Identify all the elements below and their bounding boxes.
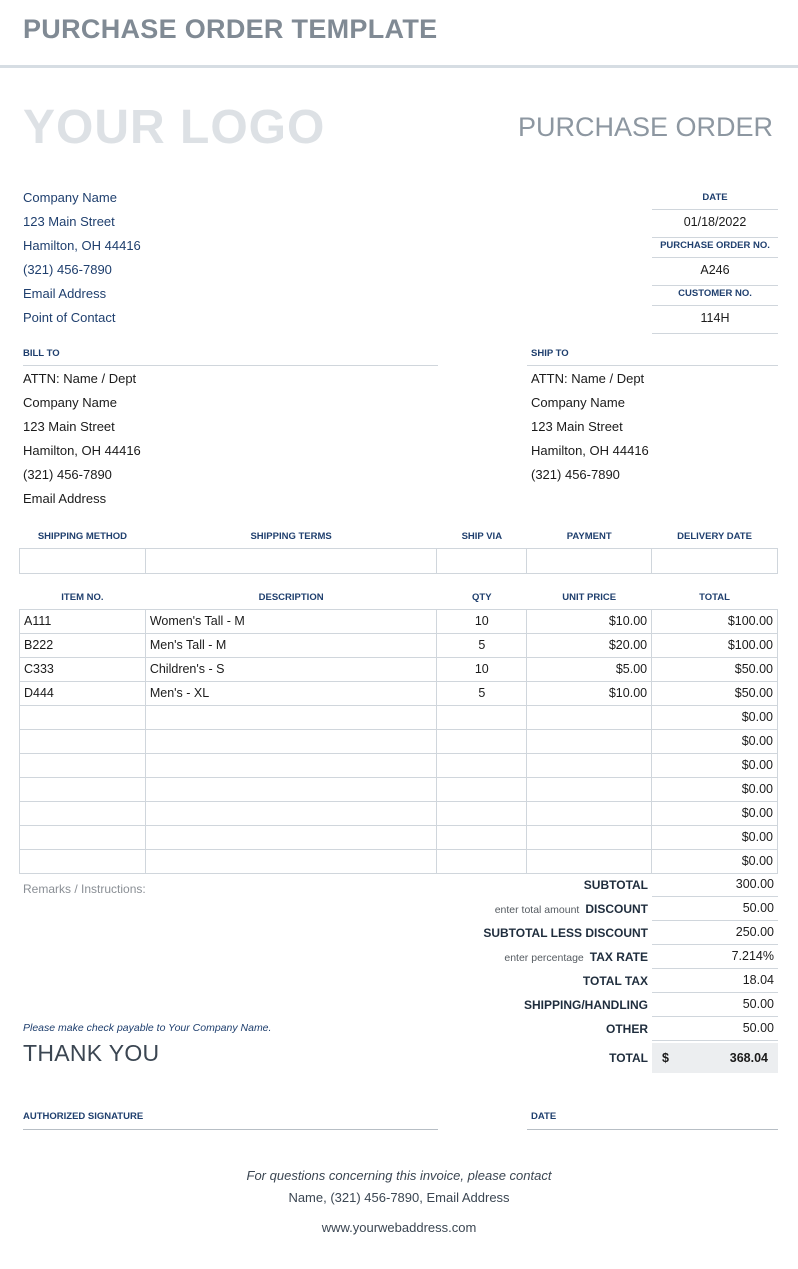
table-row (20, 609, 778, 633)
description-cell[interactable]: Children's - S (145, 657, 437, 681)
customer-number-label: CUSTOMER NO. (652, 286, 778, 306)
total-tax-value: 18.04 (652, 969, 778, 993)
qty-cell[interactable]: 5 (437, 681, 527, 705)
unit-price-cell[interactable] (527, 753, 652, 777)
line-total-cell: $50.00 (652, 681, 778, 705)
line-total-cell: $0.00 (652, 729, 778, 753)
discount-label: DISCOUNT (585, 902, 648, 916)
shipping-handling-label: SHIPPING/HANDLING (523, 998, 648, 1012)
description-cell[interactable]: Men's Tall - M (145, 633, 437, 657)
qty-cell[interactable] (437, 825, 527, 849)
qty-cell[interactable]: 5 (437, 633, 527, 657)
po-number-label: PURCHASE ORDER NO. (652, 238, 778, 258)
table-row (20, 777, 778, 801)
currency-symbol: $ (662, 1051, 669, 1065)
item-no-cell[interactable]: B222 (20, 633, 146, 657)
table-row (20, 753, 778, 777)
discount-field[interactable]: 50.00 (652, 897, 778, 921)
line-total-cell: $0.00 (652, 801, 778, 825)
description-cell[interactable] (145, 849, 437, 873)
shipping-table (19, 526, 778, 574)
description-cell[interactable] (145, 801, 437, 825)
ship-to-label: SHIP TO (531, 348, 569, 359)
qty-cell[interactable] (437, 753, 527, 777)
thank-you-text: THANK YOU (23, 1040, 160, 1066)
description-cell[interactable] (145, 777, 437, 801)
bill-to-email[interactable]: Email Address (23, 491, 107, 506)
table-row (20, 729, 778, 753)
bill-to-label: BILL TO (23, 348, 60, 359)
ship-to-street[interactable]: 123 Main Street (531, 419, 623, 434)
qty-cell[interactable] (437, 801, 527, 825)
unit-price-cell[interactable] (527, 801, 652, 825)
subtotal-less-discount-label: SUBTOTAL LESS DISCOUNT (483, 926, 648, 940)
line-total-cell: $0.00 (652, 849, 778, 873)
totals-section (400, 873, 778, 1073)
item-no-cell[interactable] (20, 753, 146, 777)
table-row (20, 849, 778, 873)
table-row (20, 633, 778, 657)
qty-cell[interactable]: 10 (437, 657, 527, 681)
title-divider (0, 65, 798, 68)
item-no-cell[interactable]: D444 (20, 681, 146, 705)
unit-price-cell[interactable]: $10.00 (527, 681, 652, 705)
logo-placeholder: YOUR LOGO (23, 101, 326, 154)
description-header: DESCRIPTION (258, 592, 324, 604)
description-cell[interactable] (145, 729, 437, 753)
subtotal-value: 300.00 (652, 873, 778, 897)
item-no-cell[interactable] (20, 705, 146, 729)
company-name[interactable]: Company Name (23, 190, 117, 205)
company-contact[interactable]: Point of Contact (23, 310, 116, 325)
other-field[interactable]: 50.00 (652, 1017, 778, 1041)
item-no-cell[interactable] (20, 849, 146, 873)
delivery-date-header: DELIVERY DATE (677, 531, 752, 543)
bill-to-section (23, 348, 438, 512)
table-row (20, 657, 778, 681)
purchase-order-heading: PURCHASE ORDER (517, 112, 773, 142)
payment-field[interactable] (527, 548, 652, 573)
table-row (20, 825, 778, 849)
unit-price-cell[interactable]: $20.00 (527, 633, 652, 657)
unit-price-header: UNIT PRICE (562, 592, 617, 604)
table-row (20, 801, 778, 825)
bill-to-city[interactable]: Hamilton, OH 44416 (23, 443, 141, 458)
grand-total-label: TOTAL (609, 1051, 648, 1065)
unit-price-cell[interactable] (527, 729, 652, 753)
item-no-cell[interactable] (20, 777, 146, 801)
unit-price-cell[interactable] (527, 825, 652, 849)
order-meta (652, 190, 778, 334)
line-total-cell: $0.00 (652, 753, 778, 777)
unit-price-cell[interactable]: $5.00 (527, 657, 652, 681)
tax-rate-hint: enter percentage (504, 952, 584, 964)
ship-via-header: SHIP VIA (461, 531, 503, 543)
bill-to-phone[interactable]: (321) 456-7890 (23, 467, 112, 482)
footer-contact-note: For questions concerning this invoice, please contact (246, 1168, 552, 1183)
description-cell[interactable] (145, 825, 437, 849)
qty-cell[interactable]: 10 (437, 609, 527, 633)
item-no-cell[interactable]: C333 (20, 657, 146, 681)
footer-website[interactable]: www.yourwebaddress.com (321, 1220, 477, 1235)
unit-price-cell[interactable] (527, 777, 652, 801)
qty-cell[interactable] (437, 849, 527, 873)
ship-to-phone[interactable]: (321) 456-7890 (531, 467, 620, 482)
table-row (20, 705, 778, 729)
description-cell[interactable] (145, 705, 437, 729)
ship-to-section (527, 348, 778, 488)
footer-contact-details: Name, (321) 456-7890, Email Address (288, 1190, 510, 1205)
item-no-cell[interactable] (20, 825, 146, 849)
bill-to-rule (23, 365, 438, 366)
payable-note: Please make check payable to Your Company Name. (23, 1022, 272, 1034)
shipping-method-header: SHIPPING METHOD (37, 531, 128, 543)
date-label: DATE (652, 190, 778, 210)
item-no-header: ITEM NO. (61, 592, 104, 604)
shipping-terms-field[interactable] (145, 548, 437, 573)
bill-to-company[interactable]: Company Name (23, 395, 117, 410)
ship-to-attn[interactable]: ATTN: Name / Dept (531, 371, 645, 386)
tax-rate-label: TAX RATE (589, 950, 648, 964)
qty-cell[interactable] (437, 705, 527, 729)
company-phone[interactable]: (321) 456-7890 (23, 262, 112, 277)
table-row (20, 681, 778, 705)
line-total-cell: $100.00 (652, 633, 778, 657)
description-cell[interactable]: Men's - XL (145, 681, 437, 705)
shipping-terms-header: SHIPPING TERMS (250, 531, 332, 543)
description-cell[interactable]: Women's Tall - M (145, 609, 437, 633)
document-title: PURCHASE ORDER TEMPLATE (23, 14, 438, 44)
description-cell[interactable] (145, 753, 437, 777)
item-no-cell[interactable]: A111 (20, 609, 146, 633)
tax-rate-field[interactable]: 7.214% (652, 945, 778, 969)
line-total-cell: $0.00 (652, 705, 778, 729)
line-total-cell: $100.00 (652, 609, 778, 633)
authorized-signature-block (23, 1111, 438, 1130)
po-number-field[interactable]: A246 (652, 258, 778, 286)
line-total-cell: $50.00 (652, 657, 778, 681)
line-total-cell: $0.00 (652, 825, 778, 849)
bill-to-street[interactable]: 123 Main Street (23, 419, 115, 434)
ship-to-company[interactable]: Company Name (531, 395, 625, 410)
unit-price-cell[interactable]: $10.00 (527, 609, 652, 633)
total-header: TOTAL (699, 592, 730, 604)
payment-header: PAYMENT (566, 531, 612, 543)
ship-to-city[interactable]: Hamilton, OH 44416 (531, 443, 649, 458)
signature-date-line[interactable] (527, 1129, 778, 1130)
bill-to-attn[interactable]: ATTN: Name / Dept (23, 371, 137, 386)
total-tax-label: TOTAL TAX (582, 974, 648, 988)
authorized-signature-line[interactable] (23, 1129, 438, 1130)
discount-hint: enter total amount (494, 904, 580, 916)
unit-price-cell[interactable] (527, 849, 652, 873)
company-street[interactable]: 123 Main Street (23, 214, 115, 229)
signature-date-label: DATE (531, 1111, 557, 1122)
shipping-method-field[interactable] (20, 548, 146, 573)
subtotal-label: SUBTOTAL (583, 878, 648, 892)
ship-to-rule (527, 365, 778, 366)
company-city[interactable]: Hamilton, OH 44416 (23, 238, 141, 253)
unit-price-cell[interactable] (527, 705, 652, 729)
company-email[interactable]: Email Address (23, 286, 107, 301)
company-info (23, 188, 141, 332)
qty-header: QTY (472, 592, 492, 604)
line-total-cell: $0.00 (652, 777, 778, 801)
signature-date-block (527, 1111, 778, 1130)
grand-total-value: 368.04 (729, 1051, 768, 1065)
item-no-cell[interactable] (20, 729, 146, 753)
subtotal-less-discount-value: 250.00 (652, 921, 778, 945)
remarks-label[interactable]: Remarks / Instructions: (23, 882, 146, 896)
qty-cell[interactable] (437, 729, 527, 753)
shipping-handling-field[interactable]: 50.00 (652, 993, 778, 1017)
authorized-signature-label: AUTHORIZED SIGNATURE (23, 1111, 144, 1122)
ship-via-field[interactable] (437, 548, 527, 573)
date-field[interactable]: 01/18/2022 (652, 210, 778, 238)
delivery-date-field[interactable] (652, 548, 778, 573)
grand-total-box (652, 1043, 778, 1073)
customer-number-field[interactable]: 114H (652, 306, 778, 334)
other-label: OTHER (606, 1022, 648, 1036)
items-table (19, 587, 778, 874)
item-no-cell[interactable] (20, 801, 146, 825)
qty-cell[interactable] (437, 777, 527, 801)
